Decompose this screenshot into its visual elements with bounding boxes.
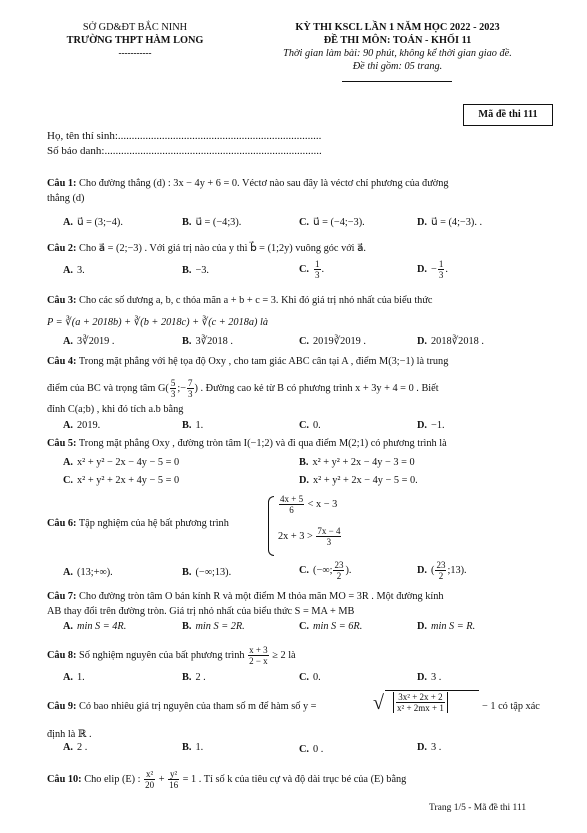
q3-expression: P = ∛(a + 2018b) + ∛(b + 2018c) + ∛(c + 2018a) là [47,317,269,328]
exam-pages: Đề thi gồm: 05 trang. [352,61,443,72]
q9-option-a: A. 2 . [63,742,88,753]
q7-stem-cont: AB thay đổi trên đường tròn. Giá trị nhỏ nhất của biểu thức S = MA + MB [47,606,355,617]
q1-option-d: D. u⃗ = (4;−3). . [417,217,483,228]
q4-option-c: C. 0. [299,420,321,431]
q3-option-d: D. 2018∛2018 . [417,336,484,347]
q4-stem: Câu 4: Trong mặt phẳng với hệ tọa độ Oxy , cho tam giác ABC cân tại A , điểm M(3;−1) là trung [47,356,449,367]
q5-option-a: A. x² + y² − 2x − 4y − 5 = 0 [63,457,180,468]
q1-stem-cont: thẳng (d) [47,193,85,204]
q1-option-a: A. u⃗ = (3;−4). [63,217,123,228]
q4-option-b: B. 1. [182,420,204,431]
q10-stem: Câu 10: Cho elip (E) : $\frac{\text{x²}}{20}$ + $\frac{\text{y²}}{16}$ = 1 . Tỉ số k của tiêu cự và độ dài trục bé của (E) bằng [47,769,407,790]
q6-option-c: C. (−∞; $\frac{23}{2}$ ). [299,560,352,581]
q2-option-b: B. −3. [182,265,209,276]
student-name-field: Họ, tên thí sinh:.......................................................................... [47,130,322,142]
q1-stem: Câu 1: Cho đường thẳng (d) : 3x − 4y + 6 = 0. Véctơ nào sau đây là véctơ chỉ phương của đường [47,178,449,189]
q9-option-d: D. 3 . [417,742,442,753]
page-footer: Trang 1/5 - Mã đề thi 111 [429,803,527,813]
q8-option-a: A. 1. [63,672,85,683]
q6-system-brace [268,496,274,556]
exam-code-box: Mã đề thi 111 [463,104,553,126]
q8-option-b: B. 2 . [182,672,206,683]
q5-option-c: C. x² + y² + 2x + 4y − 5 = 0 [63,475,180,486]
q5-option-d: D. x² + y² + 2x − 4y − 5 = 0. [299,475,418,486]
q5-option-b: B. x² + y² + 2x − 4y − 3 = 0 [299,457,415,468]
q1-option-c: C. u⃗ = (−4;−3). [299,217,365,228]
q8-stem: Câu 8: Số nghiệm nguyên của bất phương trình $\frac{x + 3}{2 - x}$ ≥ 2 là [47,645,296,666]
q2-option-c: C. $\frac{1}{3}$ . [299,259,325,280]
q9-stem-cont: định là ℝ . [47,729,92,740]
header-dashes: ----------- [118,48,152,58]
q9-sqrt-bar [385,690,479,691]
q2-stem: Câu 2: Cho a⃗ = (2;−3) . Với giá trị nào của y thì b⃗ = (1;2y) vuông góc với a⃗. [47,243,366,254]
q5-stem: Câu 5: Trong mặt phẳng Oxy , đường tròn tâm I(−1;2) và đi qua điểm M(2;1) có phương trình là [47,438,447,449]
q4-stem-cont: điểm của BC và trọng tâm G( $\frac{5}{3}$ ;− $\frac{7}{3}$ ) . Đường cao kẻ từ B có phương trình x + 3y + 4 = 0 . Biết [47,378,439,399]
q4-option-a: A. 2019. [63,420,101,431]
q7-option-c: C. min S = 6R. [299,621,363,632]
q6-option-a: A. (13;+∞). [63,567,113,578]
q7-option-a: A. min S = 4R. [63,621,127,632]
q3-option-a: A. 3∛2019 . [63,336,115,347]
q6-option-d: D. ( $\frac{23}{2}$ ;13). [417,560,467,581]
student-id-field: Số báo danh:............................................................................... [47,145,322,157]
exam-time: Thời gian làm bài: 90 phút, không kể thời gian giao đề. [283,48,512,59]
q7-stem: Câu 7: Cho đường tròn tâm O bán kính R và một điểm M thỏa mãn MO = 3R . Một đường kính [47,591,444,602]
exam-title: KỲ THI KSCL LẦN 1 NĂM HỌC 2022 - 2023 [295,22,500,33]
q8-option-c: C. 0. [299,672,321,683]
q6-stem: Câu 6: Tập nghiệm của hệ bất phương trình [47,518,229,529]
q6-inequality-2: 2x + 3 > $\frac{7x - 4}{3}$ [278,526,341,547]
q3-stem: Câu 3: Cho các số dương a, b, c thỏa mãn a + b + c = 3. Khi đó giá trị nhỏ nhất của biểu thức [47,295,433,306]
q9-stem: Câu 9: Có bao nhiêu giá trị nguyên của tham số m để hàm số y = [47,701,317,712]
q6-option-b: B. (−∞;13). [182,567,232,578]
q9-fraction: $\frac{\text{3x² + 2x + 2}}{\text{x² + 2mx + 1}}$ [392,692,449,713]
q1-option-b: B. u⃗ = (−4;3). [182,217,242,228]
q7-option-b: B. min S = 2R. [182,621,245,632]
q9-option-b: B. 1. [182,742,204,753]
q9-sqrt-sign: √ [373,692,384,714]
q3-option-c: C. 2019∛2019 . [299,336,366,347]
q9-stem-tail: − 1 có tập xác [482,701,540,712]
q7-option-d: D. min S = R. [417,621,476,632]
q4-stem-cont2: đỉnh C(a;b) , khi đó tích a.b bằng [47,404,184,415]
school-name: TRƯỜNG THPT HÀM LONG [66,35,204,46]
dept-name: SỞ GD&ĐT BẮC NINH [82,22,188,33]
q9-option-c: C. 0 . [299,744,324,755]
q6-inequality-1: $\frac{4x + 5}{6}$ < x − 3 [280,494,338,515]
q4-option-d: D. −1. [417,420,445,431]
q3-option-b: B. 3∛2018 . [182,336,233,347]
q2-option-a: A. 3. [63,265,85,276]
q2-option-d: D. − $\frac{1}{3}$ . [417,259,448,280]
exam-subject: ĐỀ THI MÔN: TOÁN - KHỐI 11 [323,35,472,46]
q8-option-d: D. 3 . [417,672,442,683]
header-rule [342,81,452,82]
